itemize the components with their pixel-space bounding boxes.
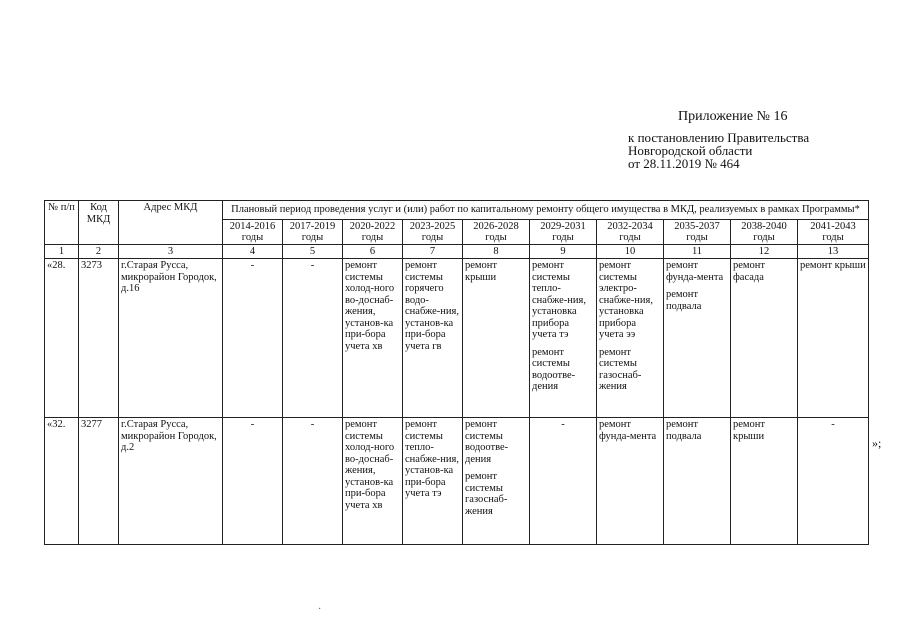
period-cell-9 — [798, 259, 869, 418]
work-item: ремонт крыши — [733, 419, 766, 442]
work-item: - — [310, 419, 315, 430]
period-cell-5 — [530, 259, 597, 418]
row-num: «32. — [45, 418, 79, 545]
header-num: № п/п — [45, 201, 79, 245]
work-item: ремонт системы тепло-снабже-ния, установ-ка при-бора учета тэ — [405, 419, 459, 499]
appendix-header — [628, 110, 809, 170]
period-cell-3 — [403, 418, 463, 545]
column-numbers-row — [45, 245, 869, 259]
row-num: «28. — [45, 259, 79, 418]
column-number-13: 13 — [798, 245, 869, 259]
period-cell-2 — [343, 418, 403, 545]
period-cell-3 — [403, 259, 463, 418]
row-address: г.Старая Русса, микрорайон Городок, д.16 — [119, 259, 223, 418]
header-code: Код МКД — [79, 201, 119, 245]
header-address: Адрес МКД — [119, 201, 223, 245]
header-year-5: 2029-2031 годы — [530, 220, 597, 245]
column-number-10: 10 — [597, 245, 664, 259]
work-item: ремонт системы водоотве-дения — [532, 346, 576, 392]
period-cell-6 — [597, 418, 664, 545]
header-year-1: 2017-2019 годы — [283, 220, 343, 245]
period-cell-7 — [664, 259, 731, 418]
work-item: - — [250, 260, 255, 271]
period-cell-8 — [731, 418, 798, 545]
row-code: 3273 — [79, 259, 119, 418]
work-item: ремонт фунда-мента — [599, 419, 657, 442]
appendix-line-2: Новгородской области — [628, 143, 753, 158]
header-year-2: 2020-2022 годы — [343, 220, 403, 245]
appendix-line-1: к постановлению Правительства — [628, 130, 810, 145]
period-cell-0 — [223, 259, 283, 418]
table-row — [45, 259, 869, 418]
column-number-2: 2 — [79, 245, 119, 259]
column-number-8: 8 — [463, 245, 530, 259]
header-year-6: 2032-2034 годы — [597, 220, 664, 245]
column-number-3: 3 — [119, 245, 223, 259]
period-cell-0 — [223, 418, 283, 545]
period-cell-6 — [597, 259, 664, 418]
column-number-4: 4 — [223, 245, 283, 259]
work-item: ремонт системы газоснаб-жения — [465, 471, 508, 517]
row-address: г.Старая Русса, микрорайон Городок, д.2 — [119, 418, 223, 545]
work-item: ремонт системы газоснаб-жения — [599, 346, 642, 392]
period-cell-4 — [463, 418, 530, 545]
work-item: ремонт системы горячего водо-снабже-ния, установ-ка при-бора учета гв — [405, 260, 459, 352]
period-cell-4 — [463, 259, 530, 418]
capital-repair-table — [44, 200, 869, 545]
column-number-7: 7 — [403, 245, 463, 259]
appendix-line-3: от 28.11.2019 № 464 — [628, 156, 740, 171]
period-cell-7 — [664, 418, 731, 545]
header-year-3: 2023-2025 годы — [403, 220, 463, 245]
work-item: ремонт подвала — [666, 419, 702, 442]
header-period: Плановый период проведения услуг и (или) работ по капитальному ремонту общего имущества в МКД, реализуемых в рамках Программы* — [223, 201, 869, 220]
scan-speck: · — [318, 604, 322, 615]
column-number-11: 11 — [664, 245, 731, 259]
work-item: ремонт системы электро-снабже-ния, установка прибора учета ээ — [599, 260, 653, 340]
work-item: ремонт подвала — [666, 289, 702, 312]
header-year-7: 2035-2037 годы — [664, 220, 731, 245]
work-item: - — [561, 419, 565, 430]
work-item: - — [831, 419, 835, 430]
work-item: ремонт фунда-мента — [666, 260, 724, 283]
work-item: - — [250, 419, 255, 430]
row-code: 3277 — [79, 418, 119, 545]
header-year-9: 2041-2043 годы — [798, 220, 869, 245]
work-item: ремонт крыши — [465, 260, 498, 283]
period-cell-5 — [530, 418, 597, 545]
period-cell-1 — [283, 418, 343, 545]
column-number-5: 5 — [283, 245, 343, 259]
header-year-0: 2014-2016 годы — [223, 220, 283, 245]
column-number-12: 12 — [731, 245, 798, 259]
column-number-6: 6 — [343, 245, 403, 259]
work-item: ремонт системы холод-ного во-доснаб-жения, установ-ка при-бора учета хв — [345, 260, 395, 352]
header-year-8: 2038-2040 годы — [731, 220, 798, 245]
appendix-title: Приложение № 16 — [678, 109, 788, 124]
header-year-4: 2026-2028 годы — [463, 220, 530, 245]
period-cell-2 — [343, 259, 403, 418]
period-cell-9 — [798, 418, 869, 545]
work-item: ремонт системы тепло-снабже-ния, установка прибора учета тэ — [532, 260, 586, 340]
work-item: - — [310, 260, 315, 271]
column-number-9: 9 — [530, 245, 597, 259]
work-item: ремонт системы водоотве-дения — [465, 419, 509, 465]
work-item: ремонт системы холод-ного во-доснаб-жения, установ-ка при-бора учета хв — [345, 419, 395, 511]
period-cell-8 — [731, 259, 798, 418]
table-row — [45, 418, 869, 545]
period-cell-1 — [283, 259, 343, 418]
work-item: ремонт фасада — [733, 260, 766, 283]
work-item: ремонт крыши — [800, 260, 866, 271]
closing-quote-mark: »; — [872, 436, 882, 450]
column-number-1: 1 — [45, 245, 79, 259]
